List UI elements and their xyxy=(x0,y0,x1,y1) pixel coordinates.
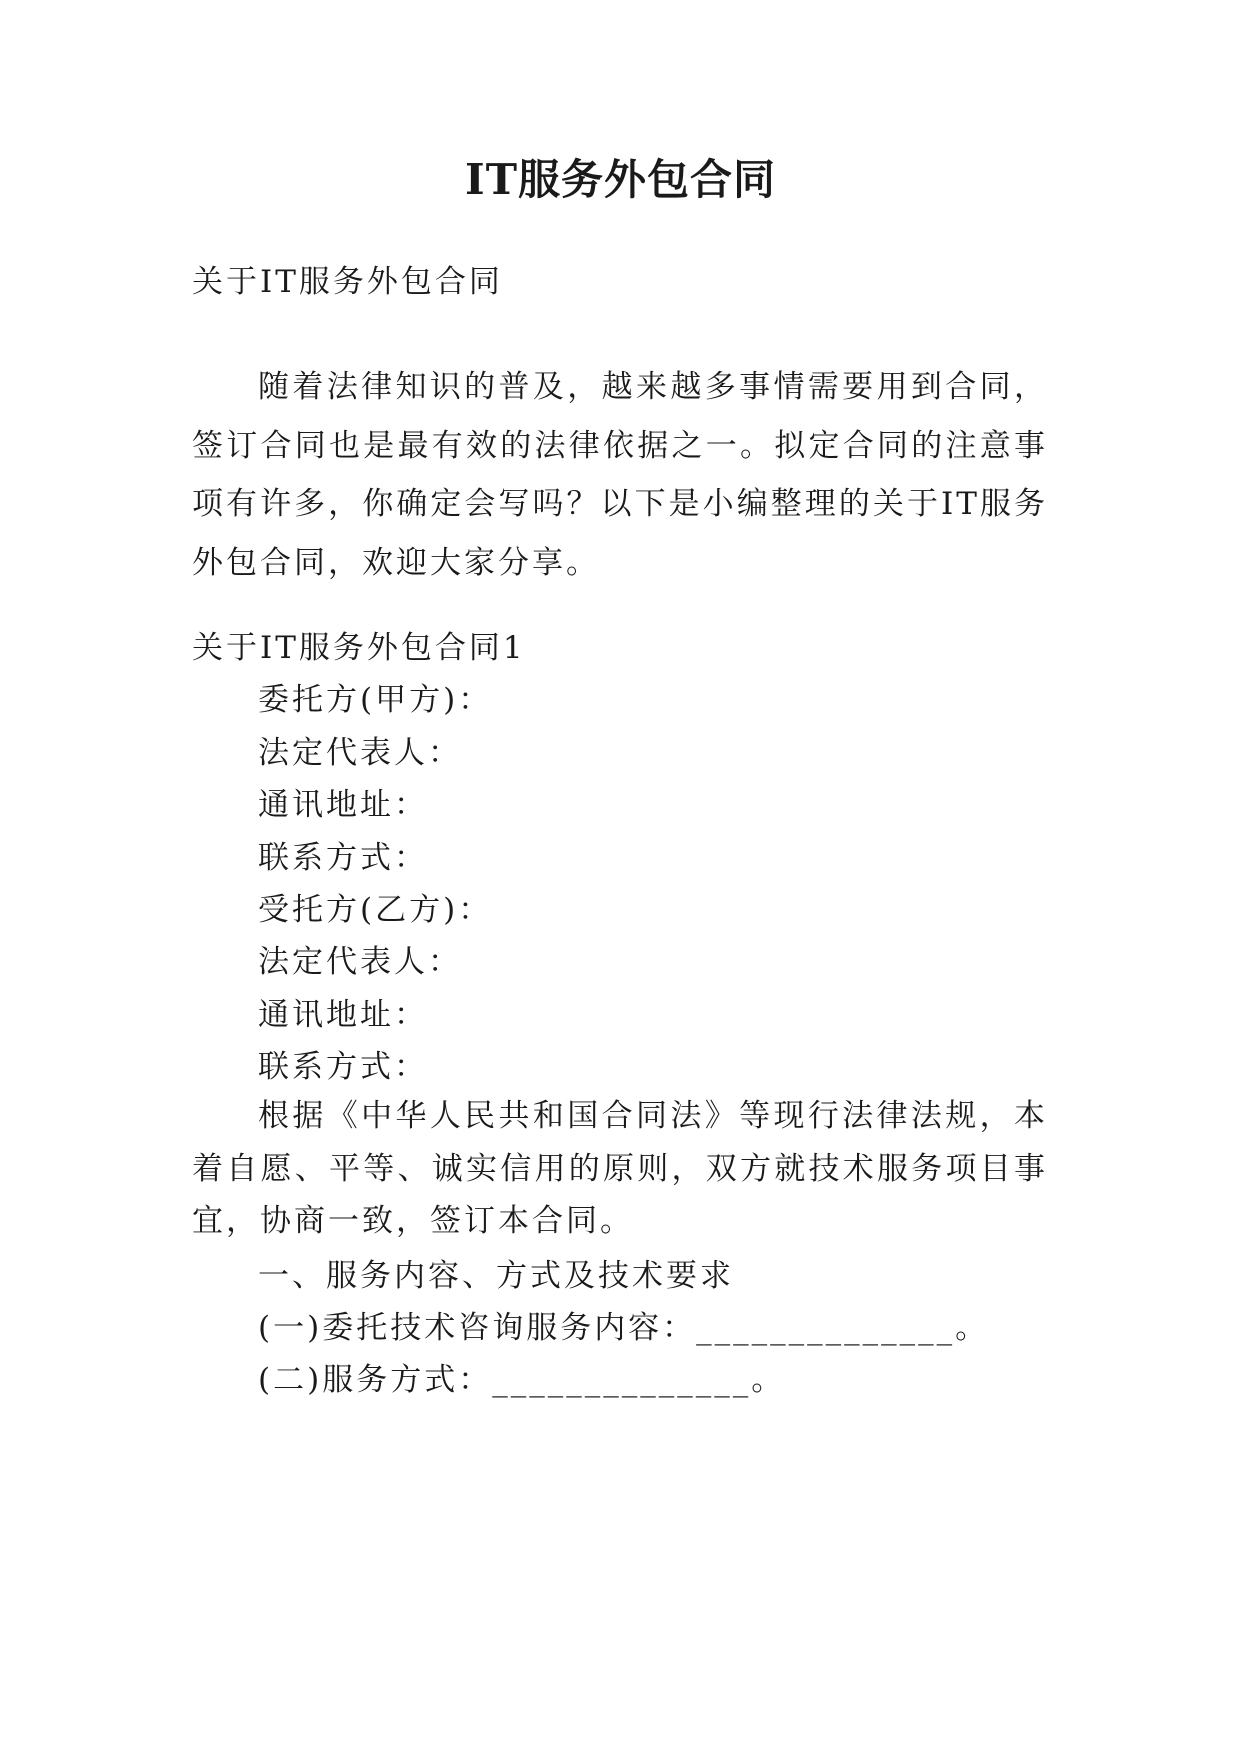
document-title: IT服务外包合同 xyxy=(465,155,776,204)
party-b-contact: 联系方式： xyxy=(258,1049,428,1085)
section-title: 关于IT服务外包合同1 xyxy=(192,630,526,666)
party-a-label: 委托方(甲方)： xyxy=(258,682,493,718)
document-heading: 关于IT服务外包合同 xyxy=(192,264,503,300)
party-a-address: 通讯地址： xyxy=(258,787,428,823)
intro-paragraph: 随着法律知识的普及，越来越多事情需要用到合同，签订合同也是最有效的法律依据之一。拟定合同的注意事项有许多，你确定会写吗？以下是小编整理的关于IT服务外包合同，欢迎大家分享。 xyxy=(192,369,1048,581)
party-a-contact: 联系方式： xyxy=(258,840,428,876)
clause-1-title: 一、服务内容、方式及技术要求 xyxy=(258,1258,734,1294)
clause-1-item-2: (二)服务方式：______________。 xyxy=(258,1362,786,1398)
clause-1-item-1: (一)委托技术咨询服务内容：______________。 xyxy=(258,1310,990,1346)
party-b-label: 受托方(乙方)： xyxy=(258,892,493,928)
party-b-representative: 法定代表人： xyxy=(258,944,462,980)
basis-paragraph: 根据《中华人民共和国合同法》等现行法律法规，本着自愿、平等、诚实信用的原则，双方就技术服务项目事宜，协商一致，签订本合同。 xyxy=(192,1098,1048,1239)
party-b-address: 通讯地址： xyxy=(258,997,428,1033)
party-a-representative: 法定代表人： xyxy=(258,735,462,771)
